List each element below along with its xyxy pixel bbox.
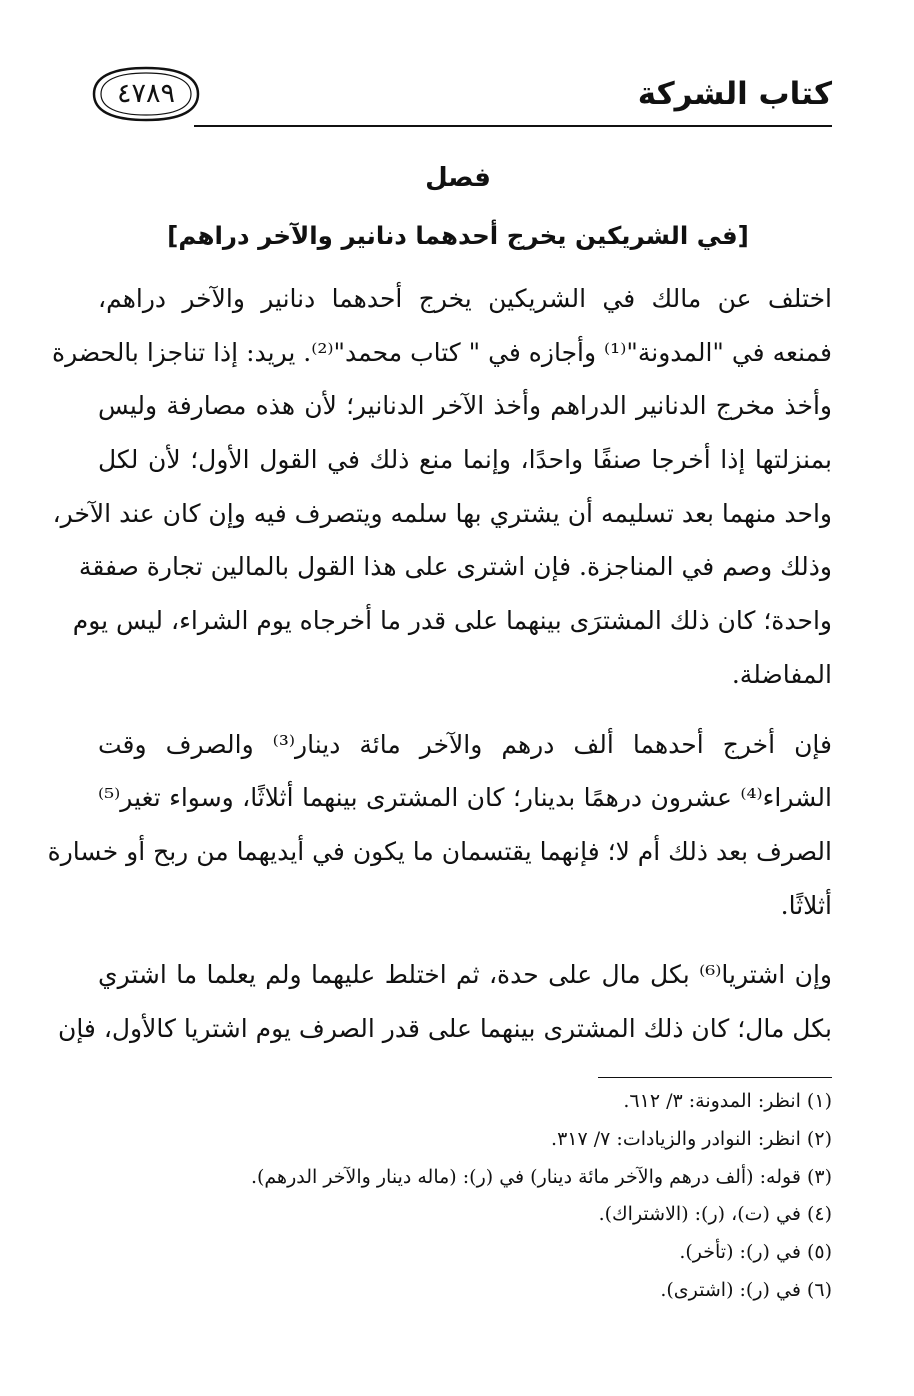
body-text (47, 272, 832, 1056)
footnote: (٢) انظر: النوادر والزيادات: ٧/ ٣١٧. (551, 1127, 832, 1150)
page-number-badge (90, 64, 202, 124)
page-header (84, 62, 832, 132)
body-line: فمنعه في "المدونة"⁽¹⁾ وأجازه في " كتاب محمد"⁽²⁾. يريد: إذا تناجزا بالحضرة (51, 337, 832, 367)
body-line: أثلاثًا. (780, 890, 832, 920)
section-heading: [في الشريكين يخرج أحدهما دنانير والآخر دراهم] (167, 221, 749, 250)
body-line: وأخذ مخرج الدنانير الدراهم وأخذ الآخر الدنانير؛ لأن هذه مصارفة وليس (98, 391, 832, 421)
footnote-separator (598, 1077, 832, 1078)
footnote: (١) انظر: المدونة: ٣/ ٦١٢. (623, 1090, 832, 1112)
body-line: وإن اشتريا⁽⁶⁾ بكل مال على حدة، ثم اختلط عليهما ولم يعلما ما اشتري (98, 960, 832, 990)
body-line: واحد منهما بعد تسليمه أن يشتري بها سلمه ويتصرف فيه وإن كان عند الآخر، (52, 498, 832, 528)
footnotes (98, 1083, 832, 1310)
section-label: فصل (425, 163, 491, 193)
body-line: بمنزلتها إذا أخرجا صنفًا واحدًا، وإنما منع ذلك في القول الأول؛ لأن لكل (98, 445, 832, 475)
footnote: (٣) قوله: (ألف درهم والآخر مائة دينار) في (ر): (ماله دينار والآخر الدرهم). (250, 1165, 832, 1188)
body-line: المفاضلة. (731, 659, 832, 689)
book-title: كتاب الشركة (637, 76, 832, 112)
body-line: بكل مال؛ كان ذلك المشترى بينهما على قدر الصرف يوم اشتريا كالأول، فإن (57, 1013, 832, 1043)
body-line: فإن أخرج أحدهما ألف درهم والآخر مائة دينار⁽³⁾ والصرف وقت (98, 729, 832, 759)
footnote: (٥) في (ر): (تأخر). (679, 1241, 832, 1264)
body-line: الصرف بعد ذلك أم لا؛ فإنهما يقتسمان ما يكون في أيديهما من ربح أو خسارة (47, 836, 832, 866)
page-number: ٤٧٨٩ (116, 78, 175, 109)
body-line: اختلف عن مالك في الشريكين يخرج أحدهما دنانير والآخر دراهم، (98, 284, 832, 313)
header-rule (194, 125, 832, 127)
body-line: الشراء⁽⁴⁾ عشرون درهمًا بدينار؛ كان المشترى بينهما أثلاثًا، وسواء تغير⁽⁵⁾ (98, 783, 832, 813)
body-line: واحدة؛ كان ذلك المشترَى بينهما على قدر ما أخرجاه يوم الشراء، ليس يوم (72, 606, 832, 636)
footnote: (٦) في (ر): (اشترى). (660, 1278, 832, 1301)
footnote: (٤) في (ت)، (ر): (الاشتراك). (598, 1203, 832, 1226)
body-line: وذلك وصم في المناجزة. فإن اشترى على هذا القول بالمالين تجارة صفقة (78, 552, 832, 582)
